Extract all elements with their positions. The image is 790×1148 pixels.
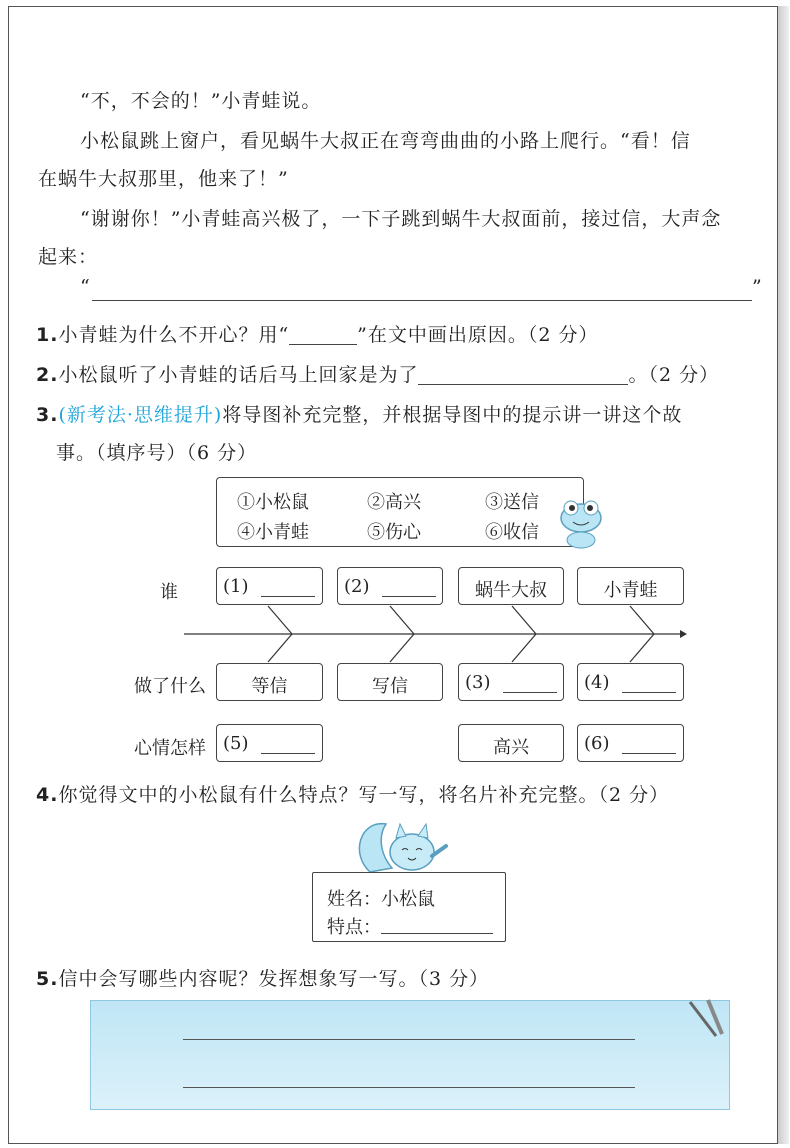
question-2 — [36, 360, 719, 387]
question-text: 将导图补充完整，并根据导图中的提示讲一讲这个故 — [222, 404, 683, 426]
open-quote: “ — [80, 276, 91, 298]
writing-paper — [90, 1000, 730, 1110]
who-box-2[interactable] — [337, 567, 443, 605]
writing-line[interactable] — [183, 1087, 635, 1088]
close-quote: ” — [752, 276, 763, 298]
pencil-icon — [676, 998, 728, 1042]
row-label-who: 谁 — [160, 582, 178, 603]
page-shadow — [777, 6, 789, 1144]
squirrel-illustration — [356, 814, 452, 878]
box-label: 高兴 — [493, 737, 529, 758]
box-label: (3) — [465, 672, 491, 693]
question-number: 5. — [36, 968, 59, 990]
question-3 — [36, 400, 682, 427]
name-card — [312, 872, 506, 942]
mood-box-1[interactable] — [216, 724, 323, 762]
question-number: 1. — [36, 324, 59, 346]
box-label: (6) — [584, 733, 610, 754]
did-box-1 — [216, 663, 323, 701]
who-box-1[interactable] — [216, 567, 323, 605]
mood-box-3[interactable] — [577, 724, 684, 762]
option-item: ③送信 — [485, 492, 539, 513]
box-label: (4) — [584, 672, 610, 693]
passage-line: “不，不会的！”小青蛙说。 — [80, 90, 322, 112]
card-name: 姓名：小松鼠 — [327, 889, 435, 910]
answer-blank[interactable] — [503, 692, 557, 693]
did-box-4[interactable] — [577, 663, 684, 701]
passage-line: “谢谢你！”小青蛙高兴极了，一下子跳到蜗牛大叔面前，接过信，大声念 — [80, 208, 722, 230]
question-number: 2. — [36, 364, 59, 386]
frog-illustration — [556, 496, 606, 552]
box-label: 等信 — [251, 676, 288, 697]
option-item: ⑥收信 — [485, 522, 539, 543]
box-label: 蜗牛大叔 — [475, 580, 547, 601]
question-4 — [36, 780, 669, 807]
mood-box-2 — [458, 724, 564, 762]
answer-blank[interactable] — [261, 753, 315, 754]
answer-blank[interactable] — [622, 692, 676, 693]
options-box — [216, 477, 584, 547]
did-box-3[interactable] — [458, 663, 564, 701]
option-item: ⑤伤心 — [367, 522, 421, 543]
question-text: 小松鼠听了小青蛙的话后马上回家是为了 — [58, 364, 419, 386]
option-item: ④小青蛙 — [237, 522, 309, 543]
passage-line: 在蜗牛大叔那里，他来了！” — [38, 168, 289, 190]
box-label: (5) — [223, 733, 249, 754]
question-text: 。（2 分） — [628, 364, 720, 386]
box-label: (2) — [344, 576, 370, 597]
box-label: 写信 — [372, 676, 408, 697]
fishbone-lines — [184, 600, 688, 670]
question-5 — [36, 964, 489, 991]
question-text: ”在文中画出原因。（2 分） — [357, 324, 599, 346]
answer-blank[interactable] — [261, 596, 315, 597]
row-label-mood: 心情怎样 — [134, 738, 206, 759]
passage-line: 小松鼠跳上窗户，看见蜗牛大叔正在弯弯曲曲的小路上爬行。“看！信 — [80, 130, 691, 152]
question-number: 3. — [36, 404, 59, 426]
who-box-3 — [458, 567, 564, 605]
question-1 — [36, 320, 599, 347]
option-item: ②高兴 — [367, 492, 421, 513]
question-text: 事。（填序号）（6 分） — [56, 442, 258, 464]
writing-line[interactable] — [183, 1039, 635, 1040]
answer-blank[interactable] — [382, 596, 436, 597]
question-number: 4. — [36, 784, 59, 806]
option-item: ①小松鼠 — [237, 492, 309, 513]
answer-blank[interactable] — [418, 383, 628, 385]
trait-blank[interactable] — [381, 933, 493, 934]
question-text: 信中会写哪些内容呢？发挥想象写一写。（3 分） — [58, 968, 490, 990]
card-trait-label: 特点： — [327, 917, 381, 938]
question-text: 你觉得文中的小松鼠有什么特点？写一写，将名片补充完整。（2 分） — [58, 784, 670, 806]
passage-line: 起来： — [38, 246, 99, 268]
question-text: 小青蛙为什么不开心？用“ — [58, 324, 290, 346]
answer-blank[interactable] — [622, 753, 676, 754]
who-box-4 — [577, 567, 684, 605]
answer-blank[interactable] — [289, 343, 357, 345]
did-box-2 — [337, 663, 443, 701]
box-label: (1) — [223, 576, 249, 597]
letter-blank-line[interactable] — [92, 300, 752, 301]
question-tag: (新考法·思维提升) — [58, 404, 223, 426]
row-label-did: 做了什么 — [134, 676, 206, 697]
box-label: 小青蛙 — [603, 580, 658, 601]
